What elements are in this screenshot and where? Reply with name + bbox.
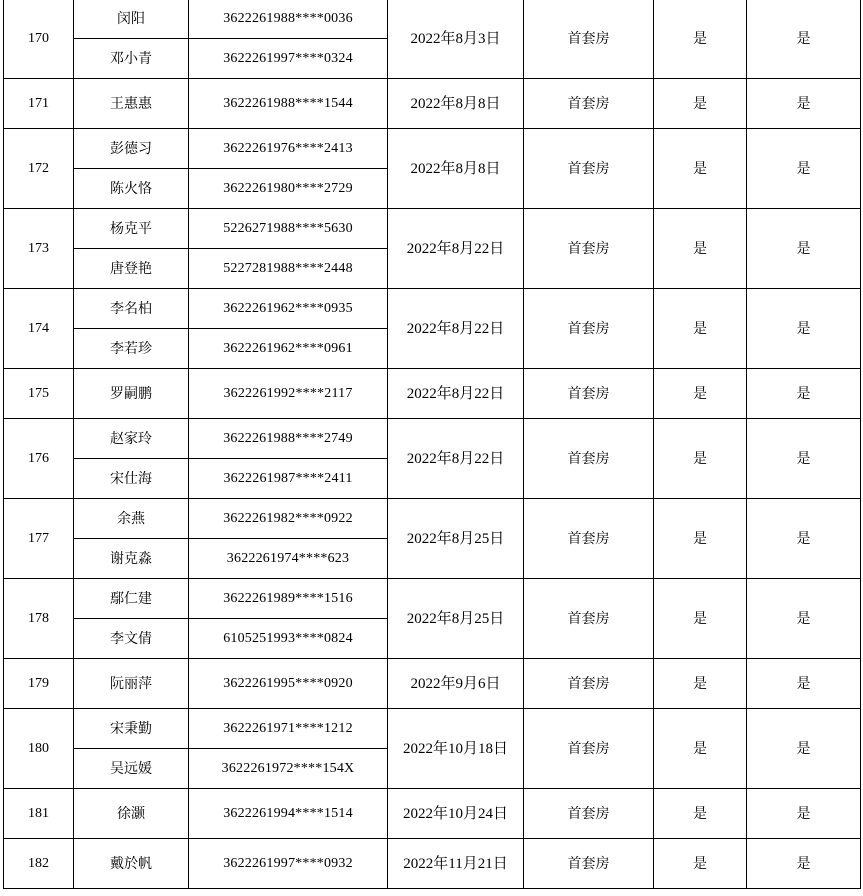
person-name: 赵家玲 bbox=[74, 419, 189, 459]
house-type: 首套房 bbox=[524, 839, 654, 889]
house-type: 首套房 bbox=[524, 369, 654, 419]
house-type: 首套房 bbox=[524, 789, 654, 839]
house-type: 首套房 bbox=[524, 289, 654, 369]
record-date: 2022年10月18日 bbox=[388, 709, 524, 789]
id-number: 3622261962****0935 bbox=[189, 289, 388, 329]
condition-1: 是 bbox=[654, 499, 747, 579]
row-number: 179 bbox=[4, 659, 74, 709]
id-number: 3622261988****2749 bbox=[189, 419, 388, 459]
table-row bbox=[4, 369, 861, 419]
condition-1: 是 bbox=[654, 839, 747, 889]
records-table bbox=[3, 0, 861, 889]
table-row bbox=[4, 0, 861, 39]
condition-1: 是 bbox=[654, 789, 747, 839]
condition-1: 是 bbox=[654, 0, 747, 79]
person-name: 李名柏 bbox=[74, 289, 189, 329]
condition-2: 是 bbox=[747, 499, 861, 579]
row-number: 177 bbox=[4, 499, 74, 579]
id-number: 3622261988****1544 bbox=[189, 79, 388, 129]
condition-1: 是 bbox=[654, 129, 747, 209]
id-number: 5227281988****2448 bbox=[189, 249, 388, 289]
person-name: 李文倩 bbox=[74, 619, 189, 659]
table-row bbox=[4, 839, 861, 889]
condition-1: 是 bbox=[654, 79, 747, 129]
id-number: 3622261971****1212 bbox=[189, 709, 388, 749]
table-row bbox=[4, 659, 861, 709]
record-date: 2022年8月8日 bbox=[388, 129, 524, 209]
record-date: 2022年8月22日 bbox=[388, 209, 524, 289]
row-number: 174 bbox=[4, 289, 74, 369]
person-name: 余燕 bbox=[74, 499, 189, 539]
row-number: 182 bbox=[4, 839, 74, 889]
row-number: 176 bbox=[4, 419, 74, 499]
table-row bbox=[4, 709, 861, 749]
id-number: 3622261992****2117 bbox=[189, 369, 388, 419]
condition-2: 是 bbox=[747, 79, 861, 129]
id-number: 3622261988****0036 bbox=[189, 0, 388, 39]
condition-1: 是 bbox=[654, 419, 747, 499]
row-number: 175 bbox=[4, 369, 74, 419]
person-name: 罗嗣鹏 bbox=[74, 369, 189, 419]
person-name: 阮丽萍 bbox=[74, 659, 189, 709]
condition-2: 是 bbox=[747, 209, 861, 289]
id-number: 3622261997****0324 bbox=[189, 39, 388, 79]
record-date: 2022年8月25日 bbox=[388, 499, 524, 579]
condition-1: 是 bbox=[654, 709, 747, 789]
id-number: 6105251993****0824 bbox=[189, 619, 388, 659]
house-type: 首套房 bbox=[524, 659, 654, 709]
condition-2: 是 bbox=[747, 709, 861, 789]
record-date: 2022年8月22日 bbox=[388, 419, 524, 499]
condition-2: 是 bbox=[747, 419, 861, 499]
record-date: 2022年8月3日 bbox=[388, 0, 524, 79]
row-number: 180 bbox=[4, 709, 74, 789]
person-name: 宋仕海 bbox=[74, 459, 189, 499]
person-name: 吴远媛 bbox=[74, 749, 189, 789]
house-type: 首套房 bbox=[524, 0, 654, 79]
record-date: 2022年8月22日 bbox=[388, 289, 524, 369]
condition-2: 是 bbox=[747, 659, 861, 709]
person-name: 陈火恪 bbox=[74, 169, 189, 209]
person-name: 李若珍 bbox=[74, 329, 189, 369]
table-row bbox=[4, 129, 861, 169]
condition-1: 是 bbox=[654, 659, 747, 709]
id-number: 3622261987****2411 bbox=[189, 459, 388, 499]
house-type: 首套房 bbox=[524, 579, 654, 659]
person-name: 鄢仁建 bbox=[74, 579, 189, 619]
record-date: 2022年10月24日 bbox=[388, 789, 524, 839]
record-date: 2022年8月22日 bbox=[388, 369, 524, 419]
id-number: 3622261997****0932 bbox=[189, 839, 388, 889]
row-number: 171 bbox=[4, 79, 74, 129]
record-date: 2022年8月25日 bbox=[388, 579, 524, 659]
table-row bbox=[4, 499, 861, 539]
id-number: 3622261962****0961 bbox=[189, 329, 388, 369]
id-number: 3622261972****154X bbox=[189, 749, 388, 789]
row-number: 170 bbox=[4, 0, 74, 79]
person-name: 戴於帆 bbox=[74, 839, 189, 889]
table-row bbox=[4, 579, 861, 619]
house-type: 首套房 bbox=[524, 419, 654, 499]
record-date: 2022年8月8日 bbox=[388, 79, 524, 129]
person-name: 唐登艳 bbox=[74, 249, 189, 289]
row-number: 178 bbox=[4, 579, 74, 659]
condition-1: 是 bbox=[654, 369, 747, 419]
condition-2: 是 bbox=[747, 579, 861, 659]
condition-2: 是 bbox=[747, 839, 861, 889]
row-number: 181 bbox=[4, 789, 74, 839]
id-number: 3622261994****1514 bbox=[189, 789, 388, 839]
table-row bbox=[4, 789, 861, 839]
condition-2: 是 bbox=[747, 129, 861, 209]
condition-1: 是 bbox=[654, 209, 747, 289]
condition-2: 是 bbox=[747, 0, 861, 79]
house-type: 首套房 bbox=[524, 499, 654, 579]
person-name: 彭德习 bbox=[74, 129, 189, 169]
condition-2: 是 bbox=[747, 789, 861, 839]
person-name: 邓小青 bbox=[74, 39, 189, 79]
table-row bbox=[4, 79, 861, 129]
id-number: 3622261995****0920 bbox=[189, 659, 388, 709]
condition-2: 是 bbox=[747, 289, 861, 369]
person-name: 谢克淼 bbox=[74, 539, 189, 579]
house-type: 首套房 bbox=[524, 709, 654, 789]
house-type: 首套房 bbox=[524, 79, 654, 129]
person-name: 闵阳 bbox=[74, 0, 189, 39]
record-date: 2022年11月21日 bbox=[388, 839, 524, 889]
id-number: 3622261980****2729 bbox=[189, 169, 388, 209]
table-row bbox=[4, 289, 861, 329]
record-date: 2022年9月6日 bbox=[388, 659, 524, 709]
condition-1: 是 bbox=[654, 289, 747, 369]
row-number: 173 bbox=[4, 209, 74, 289]
house-type: 首套房 bbox=[524, 209, 654, 289]
id-number: 3622261974****623 bbox=[189, 539, 388, 579]
table-row bbox=[4, 209, 861, 249]
id-number: 3622261982****0922 bbox=[189, 499, 388, 539]
person-name: 杨克平 bbox=[74, 209, 189, 249]
id-number: 5226271988****5630 bbox=[189, 209, 388, 249]
person-name: 宋秉勤 bbox=[74, 709, 189, 749]
condition-2: 是 bbox=[747, 369, 861, 419]
id-number: 3622261976****2413 bbox=[189, 129, 388, 169]
row-number: 172 bbox=[4, 129, 74, 209]
condition-1: 是 bbox=[654, 579, 747, 659]
person-name: 徐灏 bbox=[74, 789, 189, 839]
records-table-body bbox=[4, 0, 861, 889]
id-number: 3622261989****1516 bbox=[189, 579, 388, 619]
table-row bbox=[4, 419, 861, 459]
house-type: 首套房 bbox=[524, 129, 654, 209]
person-name: 王惠惠 bbox=[74, 79, 189, 129]
